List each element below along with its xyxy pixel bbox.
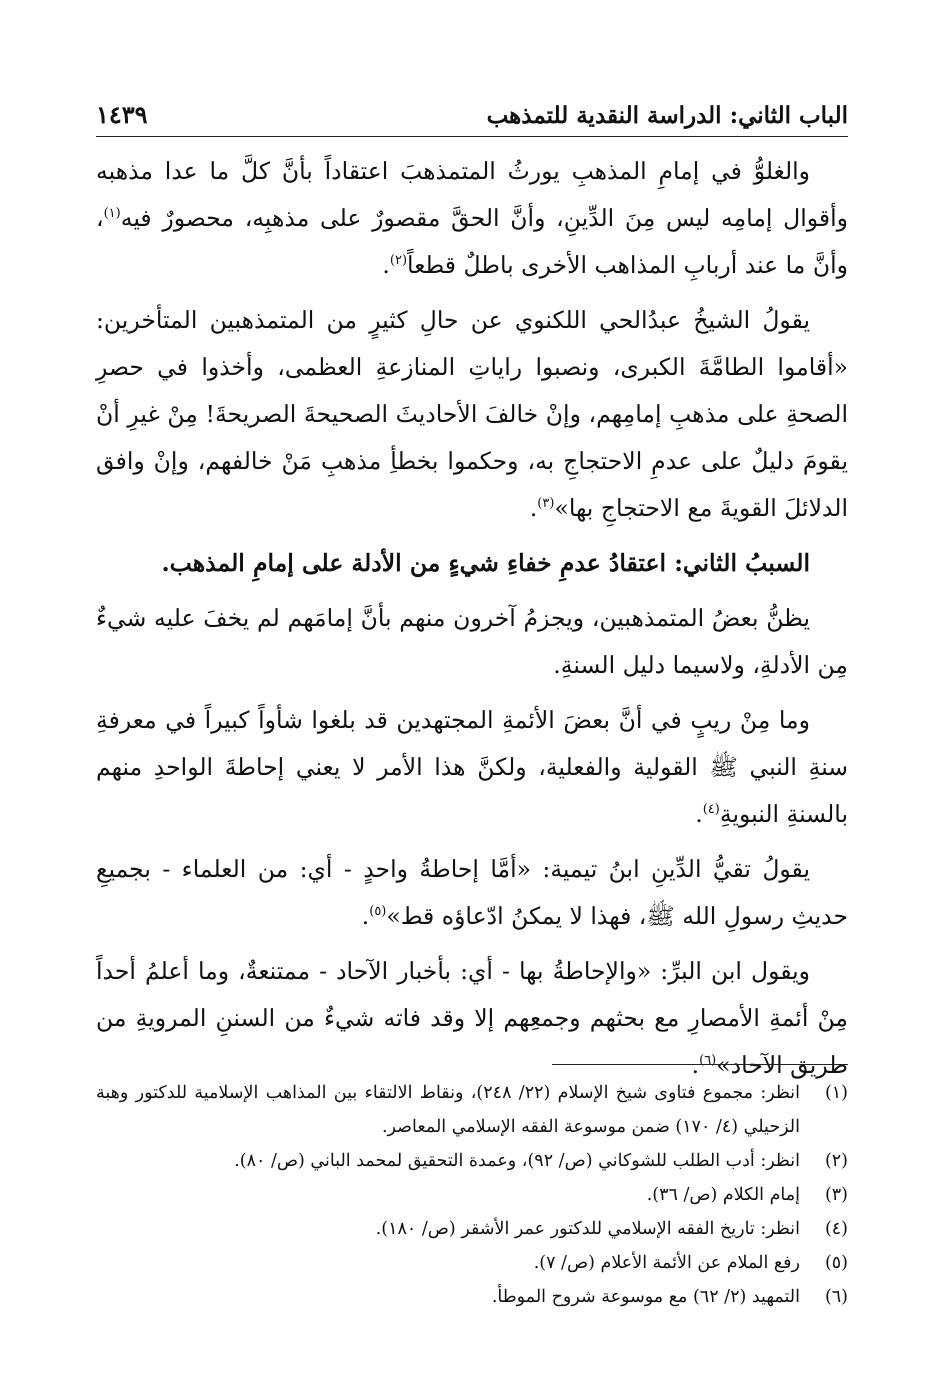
footnote-3 [96, 1178, 848, 1212]
page-header [96, 96, 848, 137]
footnote-ref-6: (٦) [699, 1053, 717, 1069]
footnote-number: (٥) [824, 1253, 848, 1273]
footnote-ref-2: (٢) [389, 253, 408, 269]
footnote-ref-4: (٤) [702, 802, 720, 818]
footnote-5 [96, 1246, 848, 1280]
paragraph-4-text: يظنُّ بعضُ المتمذهبين، ويجزمُ آخرون منهم بأنَّ إمامَهم لم يخفَ عليه شيءٌ مِن الأدلةِ، ولاسيما دليل السنةِ. [96, 604, 848, 679]
chapter-title: الباب الثاني: الدراسة النقدية للتمذهب [486, 102, 848, 129]
footnote-text: إمام الكلام (ص/ ٣٦). [646, 1185, 800, 1205]
paragraph-2-text: يقولُ الشيخُ عبدُالحي اللكنوي عن حالِ كثيرٍ من المتمذهبين المتأخرين: «أقاموا الطامَّةَ الكبرى، ونصبوا راياتِ المنازعةِ العظمى، وأخذوا في حصرِ الصحةِ على مذهبِ إمامِهم، وإنْ خالفَ الأحاديثَ الصحيحةَ الصريحةَ! مِنْ غيرِ أنْ يقومَ دليلٌ على عدمِ الاحتجاجِ به، وحكموا بخطأِ مذهبِ مَنْ خالفهم، وإنْ وافق الدلائلَ القويةَ مع الاحتجاجِ بها» [96, 306, 848, 522]
paragraph-7-end: . [691, 1051, 700, 1079]
section-heading [96, 540, 848, 587]
footnote-number: (٣) [824, 1185, 848, 1205]
footnote-number: (٢) [824, 1151, 848, 1171]
paragraph-4 [96, 595, 848, 689]
footnote-divider [552, 1064, 848, 1065]
footnote-number: (٦) [824, 1287, 848, 1307]
footnote-text: انظر: أدب الطلب للشوكاني (ص/ ٩٢)، وعمدة التحقيق لمحمد الباني (ص/ ٨٠). [234, 1151, 800, 1171]
page-number: ١٤٣٩ [96, 100, 148, 129]
paragraph-2 [96, 297, 848, 532]
paragraph-6 [96, 846, 848, 940]
paragraph-1 [96, 148, 848, 289]
paragraph-7 [96, 948, 848, 1089]
footnote-text: انظر: تاريخ الفقه الإسلامي للدكتور عمر الأشقر (ص/ ١٨٠). [375, 1219, 800, 1239]
paragraph-5-end: . [695, 800, 703, 828]
footnote-number: (٤) [824, 1219, 848, 1239]
main-text [96, 148, 848, 1097]
footnotes [96, 1076, 848, 1314]
footnote-2 [96, 1144, 848, 1178]
footnote-number: (١) [824, 1083, 848, 1103]
footnote-ref-5: (٥) [369, 904, 387, 920]
paragraph-6-end: . [361, 902, 370, 930]
paragraph-7-text: ويقول ابن البرِّ: «والإحاطةُ بها - أي: بأخبار الآحاد - ممتنعةٌ، وما أعلمُ أحداً مِنْ أئمةِ الأمصارِ مع بحثهم وجمعِهم إلا وقد فاته شيءٌ من السننِ المرويةِ من طريق الآحاد» [96, 957, 848, 1079]
section-heading-text: السببُ الثاني: اعتقادُ عدمِ خفاءِ شيءٍ من الأدلة على إمامِ المذهب. [161, 549, 810, 577]
paragraph-1-text-2: ، وأنَّ ما عند أربابِ المذاهب الأخرى باطلٌ قطعاً [96, 204, 848, 279]
footnote-4 [96, 1212, 848, 1246]
paragraph-5 [96, 697, 848, 838]
footnote-6 [96, 1280, 848, 1314]
paragraph-2-end: . [529, 494, 538, 522]
footnote-ref-1: (١) [103, 206, 121, 222]
paragraph-6-text: يقولُ تقيُّ الدِّينِ ابنُ تيمية: «أمَّا إحاطةُ واحدٍ - أي: من العلماء - بجميعِ حديثِ رسولِ الله ﷺ، فهذا لا يمكنُ ادّعاؤه قط» [96, 855, 848, 930]
paragraph-1-end: . [382, 251, 390, 279]
footnote-1 [96, 1076, 848, 1144]
footnote-text: التمهيد (٢/ ٦٢) مع موسوعة شروح الموطأ. [491, 1287, 800, 1307]
paragraph-1-text: والغلوُّ في إمامِ المذهبِ يورثُ المتمذهبَ اعتقاداً بأنَّ كلَّ ما عدا مذهبه وأقوال إمامِه ليس مِنَ الدِّينِ، وأنَّ الحقَّ مقصورٌ على مذهبِه، محصورٌ فيه [96, 157, 848, 232]
footnote-ref-3: (٣) [537, 496, 555, 512]
footnote-text: انظر: مجموع فتاوى شيخ الإسلام (٢٢/ ٢٤٨)، ونقاط الالتقاء بين المذاهب الإسلامية للدكتور وهبة الزحيلي (٤/ ١٧٠) ضمن موسوعة الفقه الإسلامي المعاصر. [96, 1083, 800, 1137]
paragraph-5-text: وما مِنْ ريبٍ في أنَّ بعضَ الأئمةِ المجتهدين قد بلغوا شأواً كبيراً في معرفةِ سنةِ النبي ﷺ القولية والفعلية، ولكنَّ هذا الأمر لا يعني إحاطةَ الواحدِ منهم بالسنةِ النبويةِ [96, 706, 848, 828]
footnote-text: رفع الملام عن الأئمة الأعلام (ص/ ٧). [533, 1253, 800, 1273]
